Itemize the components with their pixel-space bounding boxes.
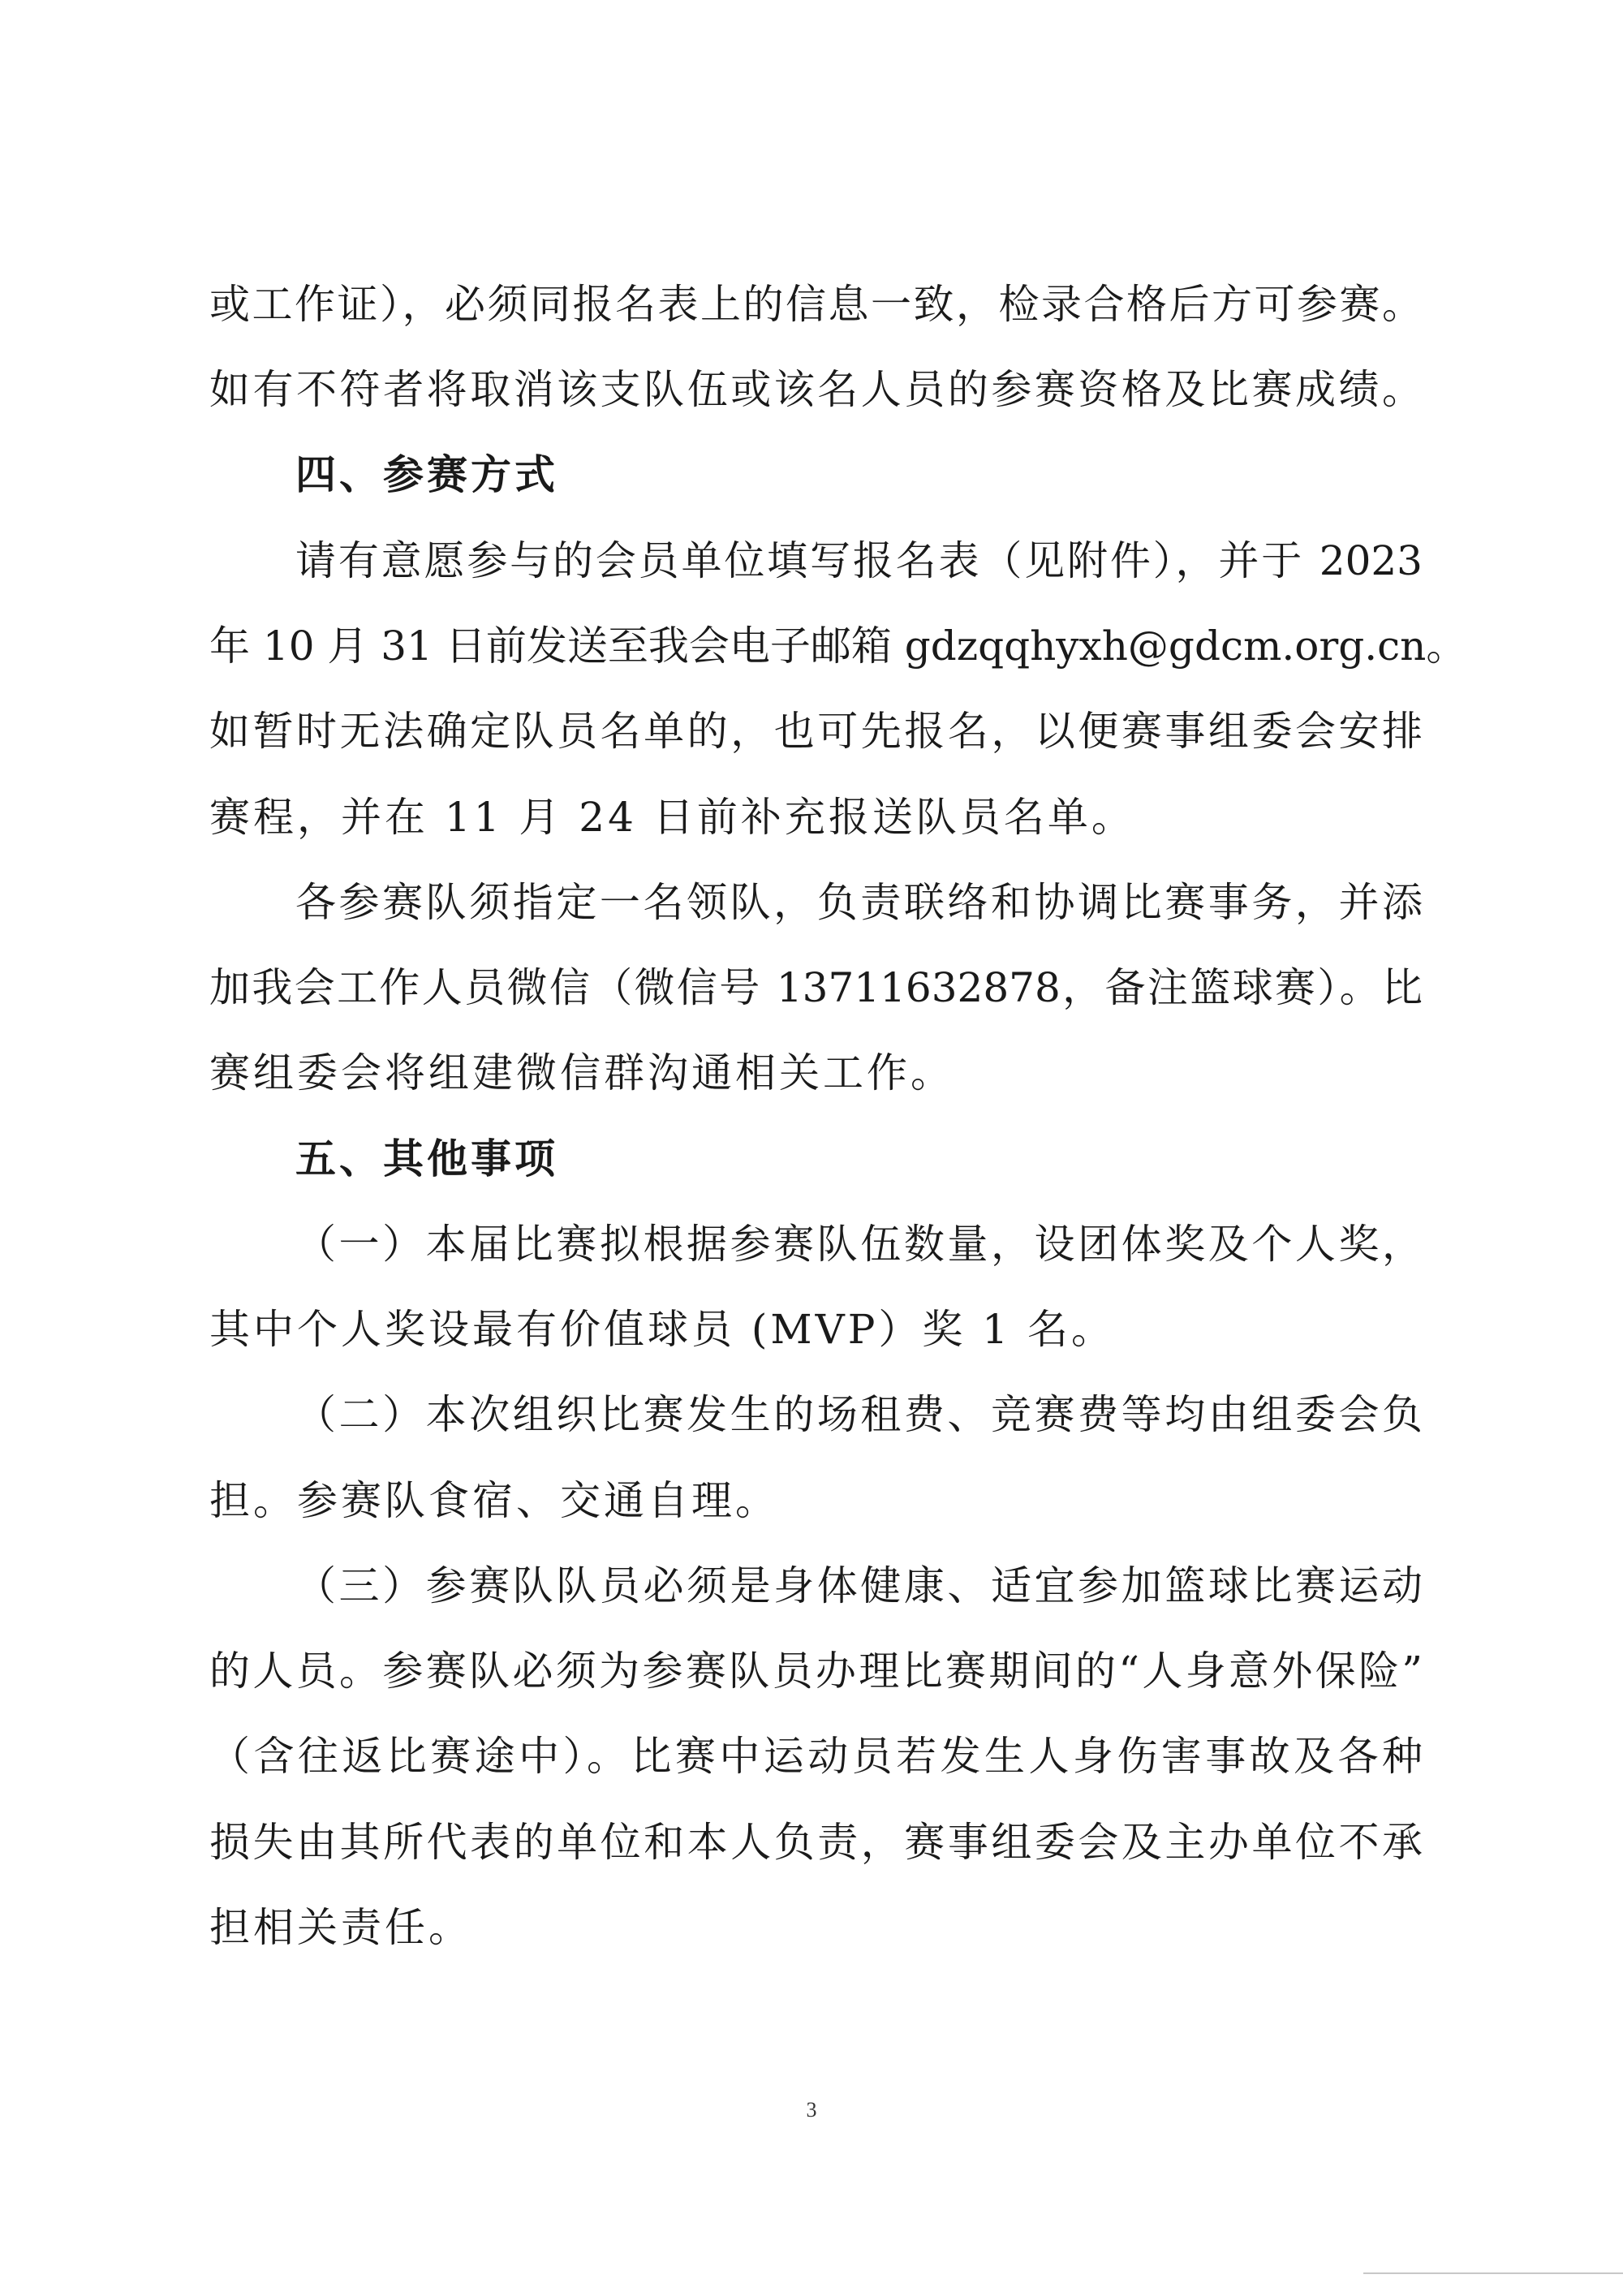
section-heading-5: 五、其他事项 <box>295 1135 558 1182</box>
scan-edge-line <box>1363 2272 1623 2274</box>
paragraph-line: 担。参赛队食宿、交通自理。 <box>209 1477 779 1524</box>
paragraph-line: 各参赛队须指定一名领队，负责联络和协调比赛事务，并添 <box>295 879 1423 926</box>
paragraph-line: 如暂时无法确定队员名单的，也可先报名，以便赛事组委会安排 <box>209 708 1423 755</box>
paragraph-line: 赛程，并在 11 月 24 日前补充报送队员名单。 <box>209 794 1135 841</box>
paragraph-line: 担相关责任。 <box>209 1904 472 1951</box>
paragraph-line: 损失由其所代表的单位和本人负责，赛事组委会及主办单位不承 <box>209 1819 1423 1866</box>
paragraph-line: （含往返比赛途中）。比赛中运动员若发生人身伤害事故及各种 <box>209 1733 1423 1780</box>
paragraph-line: 加我会工作人员微信（微信号 13711632878，备注篮球赛）。比 <box>209 964 1423 1011</box>
paragraph-line: （三）参赛队队员必须是身体健康、适宜参加篮球比赛运动 <box>295 1562 1423 1609</box>
paragraph-line: 其中个人奖设最有价值球员 (MVP）奖 1 名。 <box>209 1306 1115 1353</box>
paragraph-line: （一）本届比赛拟根据参赛队伍数量，设团体奖及个人奖， <box>295 1221 1423 1268</box>
paragraph-line: （二）本次组织比赛发生的场租费、竞赛费等均由组委会负 <box>295 1391 1423 1438</box>
paragraph-line: 赛组委会将组建微信群沟通相关工作。 <box>209 1049 954 1096</box>
page-number: 3 <box>806 2098 817 2122</box>
paragraph-line: 或工作证），必须同报名表上的信息一致，检录合格后方可参赛。 <box>209 281 1423 328</box>
paragraph-line: 如有不符者将取消该支队伍或该名人员的参赛资格及比赛成绩。 <box>209 366 1423 413</box>
paragraph-line: 年 10 月 31 日前发送至我会电子邮箱 gdzqqhyxh@gdcm.org.cn。 <box>209 622 1467 670</box>
paragraph-line: 请有意愿参与的会员单位填写报名表（见附件），并于 2023 <box>295 537 1423 584</box>
section-heading-4: 四、参赛方式 <box>295 451 558 498</box>
paragraph-line: 的人员。参赛队必须为参赛队员办理比赛期间的“人身意外保险” <box>209 1648 1423 1695</box>
